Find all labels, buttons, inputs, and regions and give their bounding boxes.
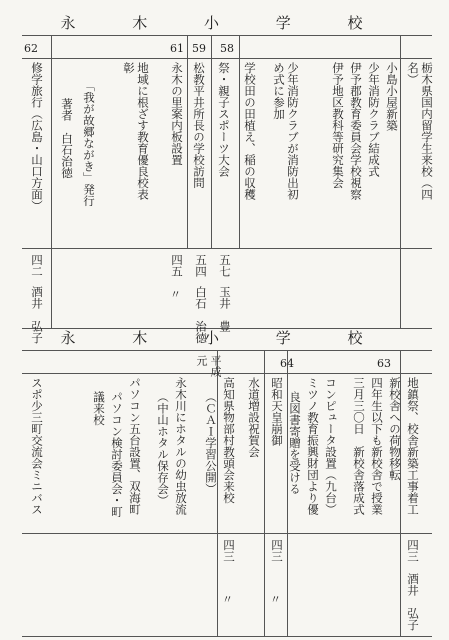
event-entry: 永木川にホタルの幼虫放流 xyxy=(174,377,188,515)
principal-name: 〃 xyxy=(270,593,281,606)
event-entry: 永木の里案内板設置 xyxy=(170,62,184,166)
event-entry: 四年生以下も新校舎で授業 xyxy=(370,377,384,515)
year-label: 平成 元 xyxy=(195,355,222,377)
event-entry: 修学旅行（広島・山口方面） xyxy=(30,62,44,212)
event-entry: 「我が故郷ながき」発行 xyxy=(82,80,96,207)
event-entry: 高知県物部村教頭会来校 xyxy=(222,377,236,504)
principal-name: 玉井 豊 xyxy=(218,286,232,332)
event-entry: 地域に根ざす教育優良校表 彰 xyxy=(122,62,150,200)
event-entry: 新校舎への荷物移転 xyxy=(388,377,402,481)
history-table-bottom xyxy=(22,350,432,637)
event-entry: 伊予地区教科等研究集会 xyxy=(331,62,345,189)
year-label: 61 xyxy=(170,42,184,55)
event-entry: 少年消防クラブ結成式 xyxy=(367,62,381,177)
year-label: 62 xyxy=(24,42,38,55)
principal-name: 〃 xyxy=(222,593,233,606)
principal-term: 四三 xyxy=(406,539,420,562)
event-entry: コンピュータ設置（九台） xyxy=(324,377,338,515)
event-entry: 三月三〇日 新校舎落成式 xyxy=(352,377,366,515)
year-label: 64 xyxy=(280,357,294,370)
event-entry: スポ少三町交流会ミニバス xyxy=(30,377,44,515)
event-entry: （ＣＡＩ学習公開） xyxy=(204,391,218,495)
event-entry: パソコン検討委員会・町 xyxy=(110,391,124,518)
school-header-bottom: 永 木 小 学 校 xyxy=(60,329,389,347)
event-entry: 学校田の田植え、稲の収穫 xyxy=(243,62,257,200)
principal-term: 五七 xyxy=(218,254,232,277)
principal-name: 酒井 弘子 xyxy=(406,573,420,631)
event-entry: 地鎮祭、校舎新築工事着工 xyxy=(406,377,420,515)
principal-term: 四三 xyxy=(270,539,284,562)
event-entry: （中山ホタル保存会） xyxy=(156,391,170,506)
event-entry: 水道増設祝賀会 xyxy=(247,377,261,458)
event-entry: パソコン五台設置、双海町 xyxy=(128,377,142,515)
event-entry: 栃木県国内留学生来校（四 名） xyxy=(406,62,434,200)
event-entry: 昭和天皇崩御 xyxy=(270,377,284,446)
year-label: 58 xyxy=(220,42,234,55)
event-entry: 松教平井所長の学校訪問 xyxy=(192,62,206,189)
principal-term: 四三 xyxy=(222,539,236,562)
principal-name: 白石 治徳 xyxy=(194,286,208,344)
school-header-top: 永 木 小 学 校 xyxy=(60,14,389,32)
event-entry: 小島小屋新築 xyxy=(385,62,399,131)
year-label: 63 xyxy=(377,357,391,370)
event-entry: ミツノ教育振興財団より優 xyxy=(306,377,320,515)
event-entry: 祭・親子スポーツ大会 xyxy=(217,62,231,177)
year-label: 59 xyxy=(192,42,206,55)
principal-term: 四五 xyxy=(170,254,184,277)
event-entry: 少年消防クラブが消防出初 め式に参加 xyxy=(272,62,300,200)
principal-term: 五四 xyxy=(194,254,208,277)
principal-term: 四二 xyxy=(30,254,44,277)
principal-name: 〃 xyxy=(170,288,181,301)
event-entry: 良図書寄贈を受ける xyxy=(288,391,302,495)
principal-name: 酒井 弘子 xyxy=(30,286,44,344)
event-entry: 著者 白石治徳 xyxy=(60,98,74,179)
event-entry: 伊予郡教育委員会学校視察 xyxy=(349,62,363,200)
event-entry: 議来校 xyxy=(92,391,106,426)
